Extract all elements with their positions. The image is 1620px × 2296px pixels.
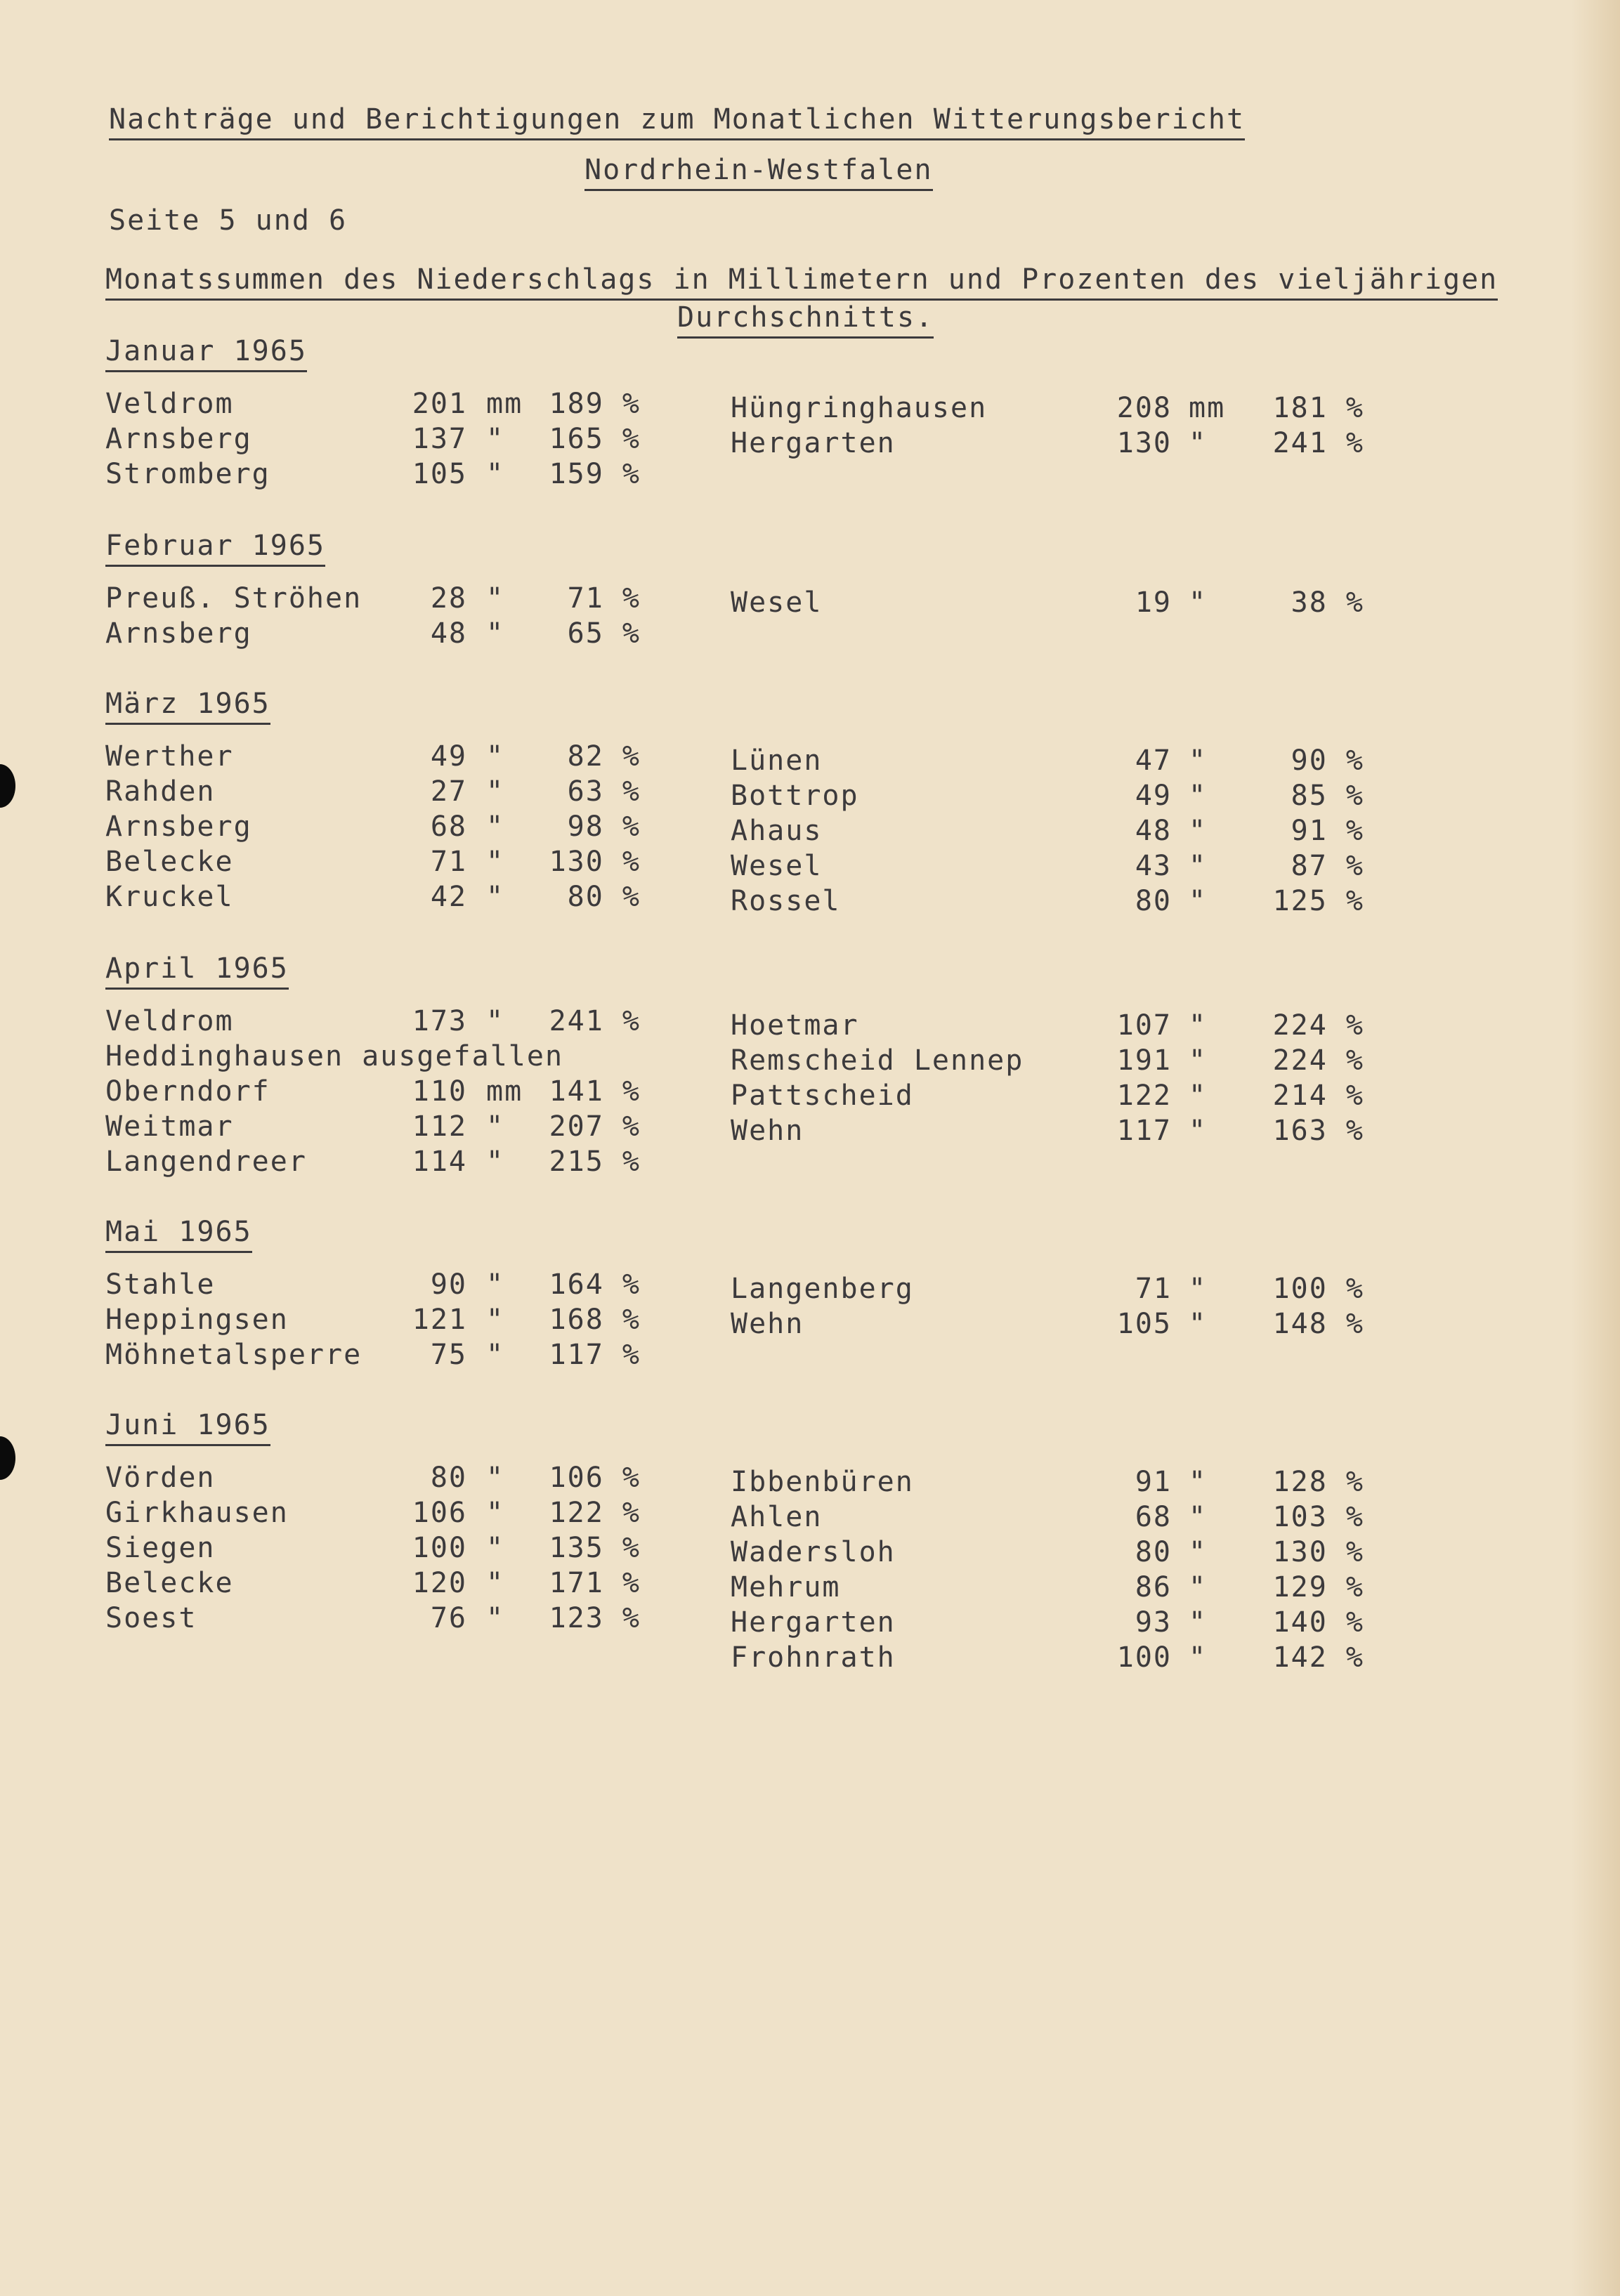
precipitation-mm: 48 bbox=[1135, 815, 1172, 847]
month-heading: Mai 1965 bbox=[105, 1214, 252, 1253]
month-heading: Februar 1965 bbox=[105, 528, 325, 567]
unit-mark: " bbox=[1189, 1115, 1208, 1147]
precipitation-percent: 130 % bbox=[549, 846, 641, 878]
unit-mark: " bbox=[1189, 1571, 1208, 1603]
precipitation-mm: 117 bbox=[1116, 1115, 1172, 1147]
precipitation-percent: 87 % bbox=[1291, 850, 1364, 882]
station-name: Arnsberg bbox=[105, 811, 252, 843]
precipitation-percent: 123 % bbox=[549, 1602, 641, 1634]
station-name: Weitmar bbox=[105, 1110, 234, 1143]
precipitation-mm: 122 bbox=[1116, 1080, 1172, 1112]
unit-mark: " bbox=[486, 1532, 505, 1564]
precipitation-mm: 107 bbox=[1116, 1009, 1172, 1042]
page-edge-shadow bbox=[1571, 0, 1620, 2296]
precipitation-percent: 168 % bbox=[549, 1304, 641, 1336]
unit-mark: " bbox=[486, 1602, 505, 1634]
station-name: Hoetmar bbox=[731, 1009, 859, 1042]
unit-mark: " bbox=[486, 617, 505, 650]
precipitation-mm: 71 bbox=[430, 846, 467, 878]
month-heading: Juni 1965 bbox=[105, 1408, 270, 1446]
unit-mark: " bbox=[486, 1462, 505, 1494]
unit-mark: " bbox=[1189, 586, 1208, 619]
precipitation-percent: 165 % bbox=[549, 423, 641, 455]
precipitation-mm: 120 bbox=[412, 1567, 467, 1599]
station-name: Pattscheid bbox=[731, 1080, 914, 1112]
precipitation-mm: 91 bbox=[1135, 1466, 1172, 1498]
precipitation-percent: 125 % bbox=[1272, 885, 1364, 917]
precipitation-mm: 19 bbox=[1135, 586, 1172, 619]
precipitation-mm: 201 bbox=[412, 388, 467, 420]
station-name: Stahle bbox=[105, 1268, 216, 1301]
month-heading: März 1965 bbox=[105, 686, 270, 725]
unit-mark: " bbox=[1189, 1501, 1208, 1533]
precipitation-mm: 68 bbox=[430, 811, 467, 843]
precipitation-mm: 100 bbox=[1116, 1641, 1172, 1674]
precipitation-mm: 110 bbox=[412, 1075, 467, 1108]
precipitation-percent: 148 % bbox=[1272, 1308, 1364, 1340]
station-name: Frohnrath bbox=[731, 1641, 896, 1674]
precipitation-mm: 90 bbox=[430, 1268, 467, 1301]
unit-mark: " bbox=[1189, 1080, 1208, 1112]
precipitation-mm: 105 bbox=[1116, 1308, 1172, 1340]
precipitation-mm: 130 bbox=[1116, 427, 1172, 459]
station-name: Mehrum bbox=[731, 1571, 841, 1603]
station-name: Arnsberg bbox=[105, 423, 252, 455]
station-name: Wesel bbox=[731, 850, 823, 882]
punch-hole bbox=[0, 764, 15, 808]
unit-mark: " bbox=[1189, 780, 1208, 812]
precipitation-percent: 91 % bbox=[1291, 815, 1364, 847]
station-name: Langenberg bbox=[731, 1273, 914, 1305]
station-name: Ahlen bbox=[731, 1501, 823, 1533]
precipitation-mm: 191 bbox=[1116, 1044, 1172, 1077]
table-subtitle-continued: Durchschnitts. bbox=[677, 300, 934, 339]
unit-mark: " bbox=[486, 1110, 505, 1143]
precipitation-percent: 100 % bbox=[1272, 1273, 1364, 1305]
precipitation-percent: 140 % bbox=[1272, 1606, 1364, 1639]
unit-mark: " bbox=[1189, 1466, 1208, 1498]
precipitation-percent: 85 % bbox=[1291, 780, 1364, 812]
table-subtitle: Monatssummen des Niederschlags in Millimetern und Prozenten des vieljährigen bbox=[105, 262, 1498, 301]
unit-mark: " bbox=[1189, 744, 1208, 777]
station-name: Werther bbox=[105, 740, 234, 773]
precipitation-mm: 80 bbox=[1135, 885, 1172, 917]
station-name: Belecke bbox=[105, 846, 234, 878]
station-name: Heddinghausen ausgefallen bbox=[105, 1040, 564, 1072]
unit-mark: " bbox=[1189, 1009, 1208, 1042]
precipitation-percent: 207 % bbox=[549, 1110, 641, 1143]
station-name: Girkhausen bbox=[105, 1497, 289, 1529]
precipitation-percent: 171 % bbox=[549, 1567, 641, 1599]
month-heading: Januar 1965 bbox=[105, 334, 307, 372]
precipitation-percent: 82 % bbox=[567, 740, 641, 773]
precipitation-mm: 105 bbox=[412, 458, 467, 490]
precipitation-mm: 80 bbox=[1135, 1536, 1172, 1568]
unit-mark: mm bbox=[486, 388, 523, 420]
unit-mark: " bbox=[1189, 1044, 1208, 1077]
unit-mark: " bbox=[486, 458, 505, 490]
precipitation-percent: 103 % bbox=[1272, 1501, 1364, 1533]
precipitation-mm: 112 bbox=[412, 1110, 467, 1143]
unit-mark: " bbox=[1189, 427, 1208, 459]
station-name: Stromberg bbox=[105, 458, 270, 490]
station-name: Veldrom bbox=[105, 388, 234, 420]
station-name: Wehn bbox=[731, 1308, 804, 1340]
unit-mark: " bbox=[486, 1567, 505, 1599]
precipitation-mm: 137 bbox=[412, 423, 467, 455]
station-name: Preuß. Ströhen bbox=[105, 582, 362, 615]
station-name: Hergarten bbox=[731, 427, 896, 459]
station-name: Hergarten bbox=[731, 1606, 896, 1639]
precipitation-mm: 27 bbox=[430, 775, 467, 808]
station-name: Belecke bbox=[105, 1567, 234, 1599]
precipitation-mm: 49 bbox=[1135, 780, 1172, 812]
precipitation-percent: 122 % bbox=[549, 1497, 641, 1529]
precipitation-percent: 117 % bbox=[549, 1339, 641, 1371]
station-name: Wehn bbox=[731, 1115, 804, 1147]
precipitation-mm: 48 bbox=[430, 617, 467, 650]
station-name: Veldrom bbox=[105, 1005, 234, 1037]
precipitation-mm: 75 bbox=[430, 1339, 467, 1371]
precipitation-mm: 71 bbox=[1135, 1273, 1172, 1305]
precipitation-percent: 38 % bbox=[1291, 586, 1364, 619]
precipitation-mm: 49 bbox=[430, 740, 467, 773]
precipitation-mm: 106 bbox=[412, 1497, 467, 1529]
station-name: Hüngringhausen bbox=[731, 392, 988, 424]
unit-mark: mm bbox=[1189, 392, 1226, 424]
station-name: Oberndorf bbox=[105, 1075, 270, 1108]
station-name: Möhnetalsperre bbox=[105, 1339, 362, 1371]
precipitation-percent: 224 % bbox=[1272, 1044, 1364, 1077]
station-name: Siegen bbox=[105, 1532, 216, 1564]
precipitation-percent: 98 % bbox=[567, 811, 641, 843]
precipitation-mm: 173 bbox=[412, 1005, 467, 1037]
precipitation-mm: 28 bbox=[430, 582, 467, 615]
unit-mark: mm bbox=[486, 1075, 523, 1108]
station-name: Bottrop bbox=[731, 780, 859, 812]
unit-mark: " bbox=[486, 775, 505, 808]
unit-mark: " bbox=[1189, 1641, 1208, 1674]
precipitation-percent: 141 % bbox=[549, 1075, 641, 1108]
station-name: Arnsberg bbox=[105, 617, 252, 650]
precipitation-percent: 163 % bbox=[1272, 1115, 1364, 1147]
precipitation-percent: 181 % bbox=[1272, 392, 1364, 424]
unit-mark: " bbox=[486, 1005, 505, 1037]
precipitation-percent: 189 % bbox=[549, 388, 641, 420]
precipitation-percent: 106 % bbox=[549, 1462, 641, 1494]
punch-hole bbox=[0, 1436, 15, 1480]
unit-mark: " bbox=[1189, 1273, 1208, 1305]
station-name: Ahaus bbox=[731, 815, 823, 847]
precipitation-percent: 71 % bbox=[567, 582, 641, 615]
precipitation-mm: 68 bbox=[1135, 1501, 1172, 1533]
unit-mark: " bbox=[486, 423, 505, 455]
unit-mark: " bbox=[486, 1268, 505, 1301]
unit-mark: " bbox=[486, 740, 505, 773]
precipitation-percent: 65 % bbox=[567, 617, 641, 650]
unit-mark: " bbox=[486, 582, 505, 615]
precipitation-percent: 224 % bbox=[1272, 1009, 1364, 1042]
page-reference: Seite 5 und 6 bbox=[109, 204, 348, 237]
station-name: Vörden bbox=[105, 1462, 216, 1494]
station-name: Remscheid Lennep bbox=[731, 1044, 1024, 1077]
station-name: Rossel bbox=[731, 885, 841, 917]
precipitation-percent: 63 % bbox=[567, 775, 641, 808]
precipitation-mm: 76 bbox=[430, 1602, 467, 1634]
precipitation-percent: 128 % bbox=[1272, 1466, 1364, 1498]
unit-mark: " bbox=[486, 811, 505, 843]
unit-mark: " bbox=[486, 1497, 505, 1529]
station-name: Soest bbox=[105, 1602, 197, 1634]
precipitation-mm: 121 bbox=[412, 1304, 467, 1336]
precipitation-percent: 241 % bbox=[549, 1005, 641, 1037]
unit-mark: " bbox=[486, 881, 505, 913]
precipitation-mm: 47 bbox=[1135, 744, 1172, 777]
region-title: Nordrhein-Westfalen bbox=[584, 152, 933, 191]
station-name: Wesel bbox=[731, 586, 823, 619]
unit-mark: " bbox=[486, 1146, 505, 1178]
precipitation-mm: 114 bbox=[412, 1146, 467, 1178]
precipitation-percent: 214 % bbox=[1272, 1080, 1364, 1112]
precipitation-percent: 164 % bbox=[549, 1268, 641, 1301]
precipitation-percent: 241 % bbox=[1272, 427, 1364, 459]
precipitation-mm: 43 bbox=[1135, 850, 1172, 882]
precipitation-percent: 130 % bbox=[1272, 1536, 1364, 1568]
station-name: Ibbenbüren bbox=[731, 1466, 914, 1498]
precipitation-percent: 80 % bbox=[567, 881, 641, 913]
station-name: Lünen bbox=[731, 744, 823, 777]
precipitation-mm: 86 bbox=[1135, 1571, 1172, 1603]
precipitation-mm: 208 bbox=[1116, 392, 1172, 424]
station-name: Langendreer bbox=[105, 1146, 307, 1178]
unit-mark: " bbox=[1189, 885, 1208, 917]
unit-mark: " bbox=[486, 846, 505, 878]
unit-mark: " bbox=[486, 1304, 505, 1336]
station-name: Kruckel bbox=[105, 881, 234, 913]
precipitation-percent: 215 % bbox=[549, 1146, 641, 1178]
precipitation-mm: 80 bbox=[430, 1462, 467, 1494]
unit-mark: " bbox=[1189, 1536, 1208, 1568]
precipitation-mm: 42 bbox=[430, 881, 467, 913]
precipitation-percent: 135 % bbox=[549, 1532, 641, 1564]
station-name: Heppingsen bbox=[105, 1304, 289, 1336]
precipitation-percent: 129 % bbox=[1272, 1571, 1364, 1603]
precipitation-percent: 159 % bbox=[549, 458, 641, 490]
unit-mark: " bbox=[1189, 1606, 1208, 1639]
precipitation-percent: 90 % bbox=[1291, 744, 1364, 777]
month-heading: April 1965 bbox=[105, 951, 289, 990]
precipitation-mm: 100 bbox=[412, 1532, 467, 1564]
document-title: Nachträge und Berichtigungen zum Monatlichen Witterungsbericht bbox=[109, 102, 1245, 140]
station-name: Wadersloh bbox=[731, 1536, 896, 1568]
station-name: Rahden bbox=[105, 775, 216, 808]
unit-mark: " bbox=[1189, 1308, 1208, 1340]
precipitation-mm: 93 bbox=[1135, 1606, 1172, 1639]
unit-mark: " bbox=[1189, 850, 1208, 882]
unit-mark: " bbox=[486, 1339, 505, 1371]
unit-mark: " bbox=[1189, 815, 1208, 847]
precipitation-percent: 142 % bbox=[1272, 1641, 1364, 1674]
